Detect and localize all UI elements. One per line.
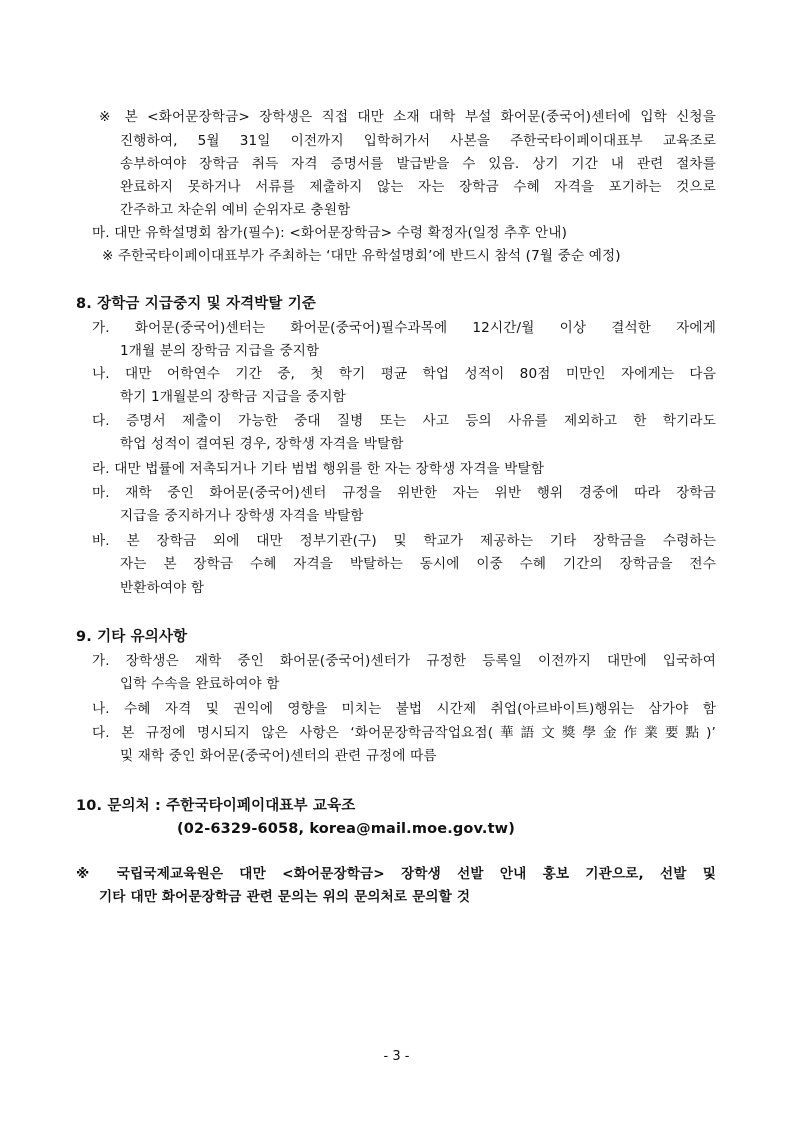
s8-item-ma-2: 지급을 중지하거나 장학생 자격을 박탈함	[120, 508, 364, 524]
section-8-title: 8. 장학금 지급중지 및 자격박탈 기준	[76, 296, 317, 312]
s8-item-da-2: 학업 성적이 결여된 경우, 장학생 자격을 박탈함	[120, 436, 404, 452]
s8-item-ba-1: 바. 본 장학금 외에 대만 정부기관(구) 및 학교가 제공하는 기타 장학금을 수령하는	[92, 533, 716, 549]
s8-item-da-1: 다. 증명서 제출이 가능한 중대 질병 또는 사고 등의 사유를 제외하고 한 학기라도	[92, 413, 716, 429]
s9-item-da-2: 및 재학 중인 화어문(중국어)센터의 관련 규정에 따름	[120, 748, 437, 764]
s8-item-na-1: 나. 대만 어학연수 기간 중, 첫 학기 평균 학업 성적이 80점 미만인 자에게는 다음	[92, 366, 716, 382]
notice-line-2: 진행하여, 5월 31일 이전까지 입학허가서 사본을 주한국타이페이대표부 교육조로	[120, 133, 716, 149]
s8-item-ba-3: 반환하여야 함	[120, 580, 205, 596]
s8-item-ga-1: 가. 화어문(중국어)센터는 화어문(중국어)필수과목에 12시간/월 이상 결석한 자에게	[92, 320, 716, 336]
notice-line-5: 간주하고 차순위 예비 순위자로 충원함	[120, 202, 351, 218]
notice-line-4: 완료하지 못하거나 서류를 제출하지 않는 자는 장학금 수혜 자격을 포기하는 것으로	[120, 179, 716, 195]
section-9-title: 9. 기타 유의사항	[76, 629, 188, 645]
s9-item-na: 나. 수혜 자격 및 권익에 영향을 미치는 불법 시간제 취업(아르바이트)행위는 삼가야 함	[92, 701, 716, 717]
item-ma-note: ※ 주한국타이페이대표부가 주최하는 ‘대만 유학설명회’에 반드시 참석 (7월 중순 예정)	[102, 248, 621, 264]
s9-item-da-1: 다. 본 규정에 명시되지 않은 사항은 ‘화어문장학금작업요점(華語文獎學金作業要點)’	[92, 725, 716, 741]
s8-item-ba-2: 자는 본 장학금 수혜 자격을 박탈하는 동시에 이중 수혜 기간의 장학금을 전수	[120, 556, 716, 572]
page-number: - 3 -	[383, 1049, 410, 1064]
final-note-line-1: ※ 국립국제교육원은 대만 <화어문장학금> 장학생 선발 안내 홍보 기관으로, 선발 및	[76, 866, 716, 882]
notice-line-3: 송부하여야 장학금 취득 자격 증명서를 발급받을 수 있음. 상기 기간 내 관련 절차를	[120, 156, 716, 172]
s8-item-ga-2: 1개월 분의 장학금 지급을 중지함	[120, 343, 320, 359]
contact-info: (02-6329-6058, korea@mail.moe.gov.tw)	[177, 821, 515, 837]
s9-item-ga-1: 가. 장학생은 재학 중인 화어문(중국어)센터가 규정한 등록일 이전까지 대만에 입국하여	[92, 653, 716, 669]
s8-item-ra: 라. 대만 법률에 저촉되거나 기타 범법 행위를 한 자는 장학생 자격을 박탈함	[92, 461, 545, 477]
final-note-line-2: 기타 대만 화어문장학금 관련 문의는 위의 문의처로 문의할 것	[99, 889, 471, 905]
item-ma: 마. 대만 유학설명회 참가(필수): <화어문장학금> 수령 확정자(일정 추후 안내)	[92, 225, 568, 241]
notice-line-1: ※ 본 <화어문장학금> 장학생은 직접 대만 소재 대학 부설 화어문(중국어)센터에 입학 신청을	[99, 109, 716, 125]
s8-item-na-2: 학기 1개월분의 장학금 지급을 중지함	[120, 389, 346, 405]
s9-item-ga-2: 입학 수속을 완료하여야 함	[120, 676, 280, 692]
section-10-title: 10. 문의처 : 주한국타이페이대표부 교육조	[76, 798, 356, 814]
s8-item-ma-1: 마. 재학 중인 화어문(중국어)센터 규정을 위반한 자는 위반 행위 경중에 따라 장학금	[92, 485, 716, 501]
